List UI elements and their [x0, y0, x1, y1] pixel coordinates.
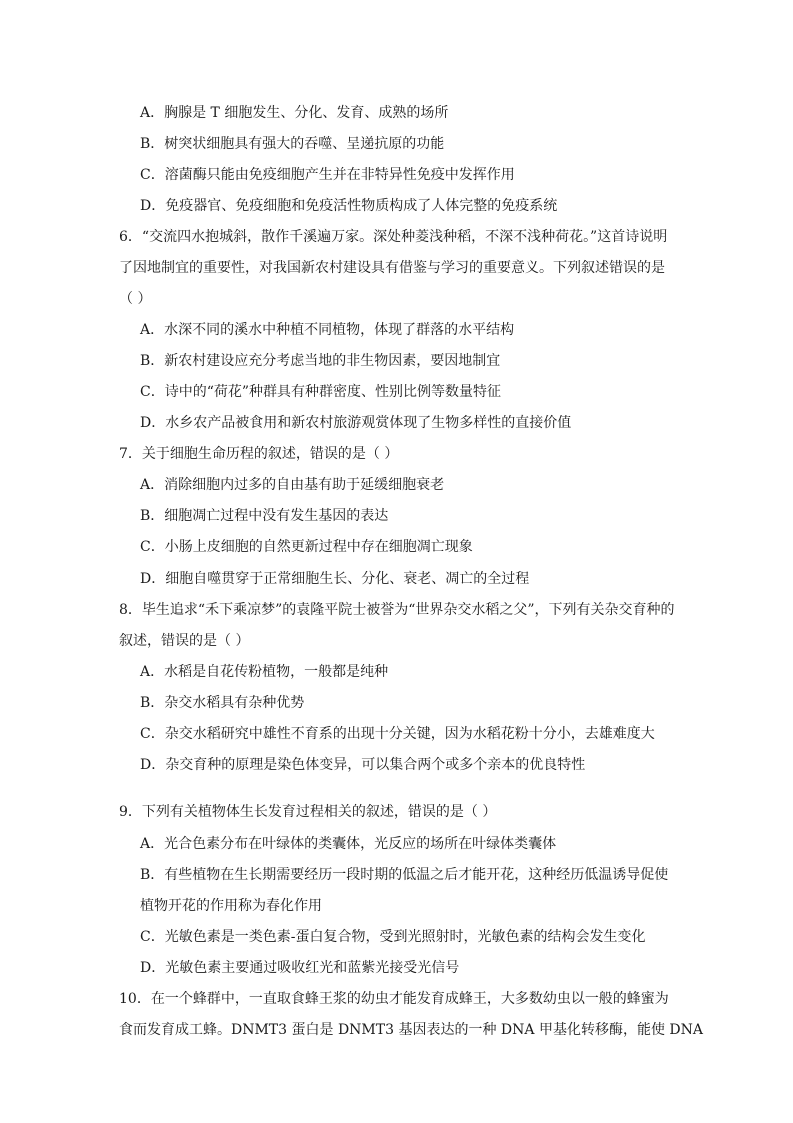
q6-stem-line-1: 6．“交流四水抱城斜，散作千溪遍万家。深处种菱浅种稻，不深不浅种荷花。”这首诗说明: [119, 229, 668, 245]
q6-option-b: B．新农村建设应充分考虑当地的非生物因素，要因地制宜: [140, 353, 501, 369]
q6-option-d: D．水乡农产品被食用和新农村旅游观赏体现了生物多样性的直接价值: [140, 415, 572, 431]
q5-option-c: C．溶菌酶只能由免疫细胞产生并在非特异性免疫中发挥作用: [140, 167, 515, 183]
q9-option-c: C．光敏色素是一类色素-蛋白复合物，受到光照射时，光敏色素的结构会发生变化: [140, 929, 646, 945]
q5-option-d: D．免疫器官、免疫细胞和免疫活性物质构成了人体完整的免疫系统: [140, 198, 558, 214]
q6-answer-blank: （ ）: [119, 291, 152, 307]
q9-option-b-line-2: 植物开花的作用称为春化作用: [140, 898, 322, 914]
q7-stem: 7．关于细胞生命历程的叙述，错误的是（ ）: [119, 446, 399, 462]
q8-stem-line-2: 叙述，错误的是（ ）: [119, 633, 250, 649]
q8-stem-line-1: 8．毕生追求“禾下乘凉梦”的袁隆平院士被誉为“世界杂交水稻之父”，下列有关杂交育种的: [119, 602, 675, 618]
q6-option-a: A．水深不同的溪水中种植不同植物，体现了群落的水平结构: [140, 322, 515, 338]
q8-option-b: B．杂交水稻具有杂种优势: [140, 695, 305, 711]
q10-stem-line-2: 食而发育成工蜂。DNMT3 蛋白是 DNMT3 基因表达的一种 DNA 甲基化转移酶，能使 DNA: [119, 1022, 703, 1038]
q6-option-c: C．诗中的“荷花”种群具有种群密度、性别比例等数量特征: [140, 384, 502, 400]
q9-option-a: A．光合色素分布在叶绿体的类囊体，光反应的场所在叶绿体类囊体: [140, 836, 557, 852]
q6-stem-line-2: 了因地制宜的重要性，对我国新农村建设具有借鉴与学习的重要意义。下列叙述错误的是: [119, 260, 665, 276]
q8-option-c: C．杂交水稻研究中雄性不育系的出现十分关键，因为水稻花粉十分小，去雄难度大: [140, 726, 655, 742]
q7-option-d: D．细胞自噬贯穿于正常细胞生长、分化、衰老、凋亡的全过程: [140, 571, 530, 587]
q7-option-c: C．小肠上皮细胞的自然更新过程中存在细胞凋亡现象: [140, 539, 473, 555]
q9-option-b-line-1: B．有些植物在生长期需要经历一段时期的低温之后才能开花，这种经历低温诱导促使: [140, 867, 669, 883]
q9-option-d: D．光敏色素主要通过吸收红光和蓝紫光接受光信号: [140, 960, 460, 976]
q9-stem: 9．下列有关植物体生长发育过程相关的叙述，错误的是（ ）: [119, 804, 497, 820]
q8-option-d: D．杂交育种的原理是染色体变异，可以集合两个或多个亲本的优良特性: [140, 757, 586, 773]
q7-option-a: A．消除细胞内过多的自由基有助于延缓细胞衰老: [140, 477, 445, 493]
q7-option-b: B．细胞凋亡过程中没有发生基因的表达: [140, 508, 389, 524]
q5-option-a: A．胸腺是 T 细胞发生、分化、发育、成熟的场所: [140, 105, 449, 121]
q10-stem-line-1: 10．在一个蜂群中，一直取食蜂王浆的幼虫才能发育成蜂王，大多数幼虫以一般的蜂蜜为: [119, 991, 669, 1007]
q8-option-a: A．水稻是自花传粉植物，一般都是纯种: [140, 664, 389, 680]
q5-option-b: B．树突状细胞具有强大的吞噬、呈递抗原的功能: [140, 136, 445, 152]
